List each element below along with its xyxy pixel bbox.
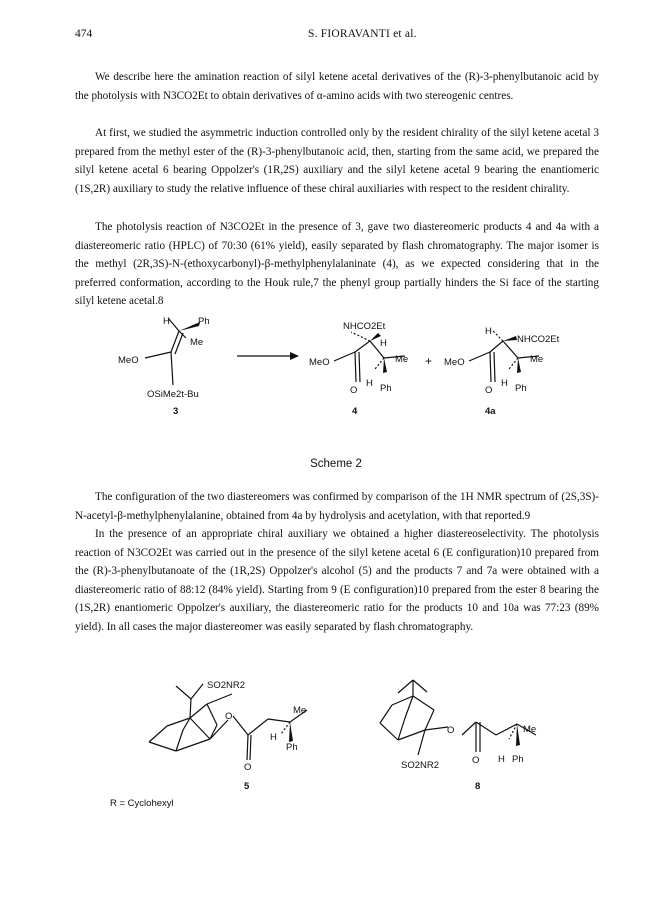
c4a-meo-label: MeO (444, 357, 465, 368)
c3-meo-label: MeO (118, 355, 139, 366)
paragraph-intro: We describe here the amination reaction of silyl ketene acetal derivatives of the (R)-3-phenylbutanoic acid by the photolysis with N3CO2Et to obtain derivatives of α-amino acids with two stereogenic centres. (75, 71, 599, 102)
c5-h-label: H (270, 732, 277, 743)
c5-me-label: Me (293, 705, 307, 716)
c8-so2-label: SO2NR2 (401, 760, 440, 771)
plus-sign: + (425, 354, 433, 368)
c4-h2-label: H (366, 378, 373, 389)
c4-nh-label: NHCO2Et (343, 321, 386, 332)
c5-so2-label: SO2NR2 (207, 680, 246, 691)
r-definition: R = Cyclohexyl (110, 798, 174, 809)
compound-8-number: 8 (475, 781, 481, 792)
running-head: S. FIORAVANTI et al. (308, 28, 417, 40)
c5-o-carbonyl-label: O (244, 762, 252, 773)
compound-4a-number: 4a (485, 406, 496, 417)
paragraph-resident-chirality: At first, we studied the asymmetric induction controlled only by the resident chirality of the silyl ketene acetal 3 prepared from the methyl ester of the (R)-3-phenylbutanoic acid, then, starting from the same acid, we prepared the silyl ketene acetal 6 bearing Oppolzer's (1R,2S) auxiliary and the silyl ketene acetal 9 bearing the enantiomeric (1S,2R) auxiliary to study the relative influence of these chiral auxiliaries with respect to the resident chirality. (75, 127, 599, 195)
c5-ph-label: Ph (286, 742, 298, 753)
paragraph-configuration: The configuration of the two diastereomers was confirmed by comparison of the 1H NMR spectrum of (2S,3S)-N-acetyl-β-methylphenylalanine, obtained from 4a by hydrolysis and acetylation, with that reported.9 (75, 491, 599, 522)
c8-h-label: H (498, 754, 505, 765)
c4a-ph-label: Ph (515, 383, 527, 394)
compound-4-number: 4 (352, 406, 358, 417)
c3-silyl-label: OSiMe2t-Bu (147, 389, 199, 400)
paragraph-auxiliary: In the presence of an appropriate chiral auxiliary we obtained a higher diastereoselectivity. The photolysis reaction of N3CO2Et was carried out in the presence of the silyl ketene acetal 6 (E configuration)10 prepared from the (R)-3-phenylbutanoate of the (1R,2S) Oppolzer's alcohol (5) and the products 7 and 7a were obtained with a diastereomeric ratio of 88:12 (84% yield). Starting from 9 (E configuration)10 prepared from the ester 8 bearing the (1S,2R) enantiomeric Oppolzer's auxiliary, the diastereomeric ratio for the products 10 and 10a was 77:23 (89% yield). In all cases the major diastereomer was easily separated by flash chromatography. (75, 528, 599, 633)
compound-5-number: 5 (244, 781, 250, 792)
c4-me-label: Me (395, 354, 409, 365)
c4a-h2-label: H (501, 378, 508, 389)
c4-ph-label: Ph (380, 383, 392, 394)
c4a-o-label: O (485, 385, 493, 396)
c8-o-ester-label: O (447, 725, 455, 736)
c4-h-label: H (380, 338, 387, 349)
c3-h-label: H (163, 316, 170, 327)
c4-o-label: O (350, 385, 358, 396)
c4a-me-label: Me (530, 354, 544, 365)
c8-ph-label: Ph (512, 754, 524, 765)
paragraph-photolysis: The photolysis reaction of N3CO2Et in the presence of 3, gave two diastereomeric products 4 and 4a with a diastereomeric ratio (HPLC) of 70:30 (61% yield), easily separated by flash chromatography. The major isomer is the methyl (2R,3S)-N-(ethoxycarbonyl)-β-methylphenylalaninate (4), as we expected considering that in the preferred conformation, according to the Houk rule,7 the phenyl group partially hinders the Si face of the starting silyl ketene acetal.8 (75, 221, 599, 308)
scheme-caption: Scheme 2 (310, 458, 362, 470)
c8-o-carbonyl-label: O (472, 755, 480, 766)
c3-me-label: Me (190, 337, 204, 348)
compound-3-number: 3 (173, 406, 179, 417)
c8-me-label: Me (523, 724, 537, 735)
page-number: 474 (75, 28, 93, 40)
c4-meo-label: MeO (309, 357, 330, 368)
c5-o-ester-label: O (225, 711, 233, 722)
c4a-nh-label: NHCO2Et (517, 334, 560, 345)
c3-ph-label: Ph (198, 316, 210, 327)
c4a-h-label: H (485, 326, 492, 337)
